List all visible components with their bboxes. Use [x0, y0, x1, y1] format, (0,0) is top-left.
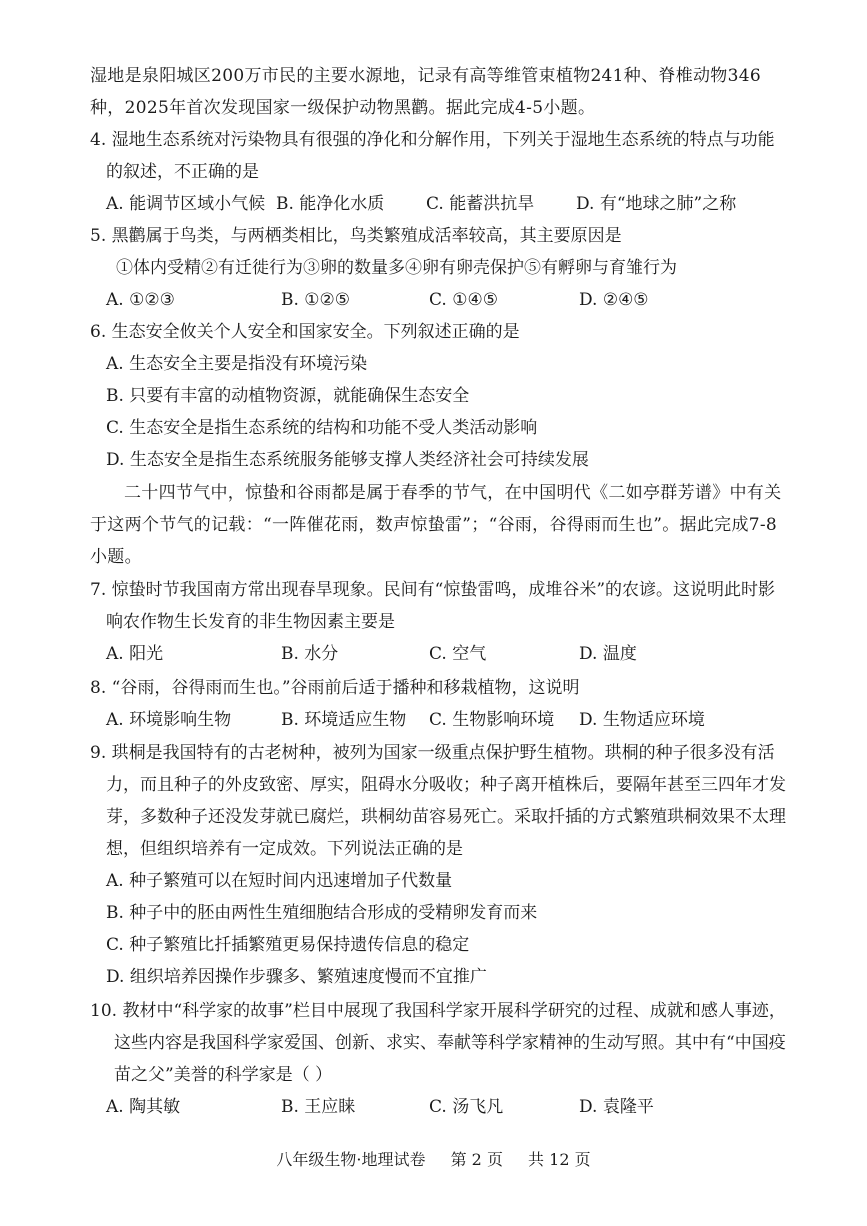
option-a: A. 环境影响生物 [106, 710, 232, 730]
question-5-stem: 5. 黑鹳属于鸟类，与两栖类相比，鸟类繁殖成活率较高，其主要原因是 [90, 226, 622, 246]
footer-page-number: 第 2 页 [450, 1150, 503, 1169]
question-9-stem: 9. 珙桐是我国特有的古老树种，被列为国家一级重点保护野生植物。珙桐的种子很多没有活力，而且种子的外皮致密、厚实，阻碍水分吸收；种子离开植株后，要隔年甚至三四年才发芽，多数种子还没发芽就已腐烂，珙桐幼苗容易死亡。采取扦插的方式繁殖珙桐效果不太理想，但组织培养有一定成效。下列说法正确的是 [90, 743, 786, 859]
question-4 [90, 124, 790, 220]
question-4-options [90, 188, 790, 220]
question-5-statements: ①体内受精②有迁徙行为③卵的数量多④卵有卵壳保护⑤有孵卵与育雏行为 [116, 258, 677, 278]
question-6-option-c: C. 生态安全是指生态系统的结构和功能不受人类活动影响 [106, 418, 538, 438]
option-d: D. 温度 [579, 644, 637, 664]
option-b: B. 环境适应生物 [281, 710, 407, 730]
option-b: B. 能净化水质 [276, 194, 385, 214]
question-5-options [90, 284, 790, 316]
question-7 [90, 574, 790, 670]
question-6-stem: 6. 生态安全攸关个人安全和国家安全。下列叙述正确的是 [90, 322, 520, 342]
question-7-stem: 7. 惊蛰时节我国南方常出现春旱现象。民间有“惊蛰雷鸣，成堆谷米”的农谚。这说明此时影响农作物生长发育的非生物因素主要是 [90, 580, 776, 632]
option-d: D. 有“地球之肺”之称 [576, 194, 737, 214]
question-8-stem: 8. “谷雨，谷得雨而生也。”谷雨前后适于播种和移栽植物，这说明 [90, 678, 580, 698]
question-9-option-c: C. 种子繁殖比扦插繁殖更易保持遗传信息的稳定 [106, 935, 470, 955]
option-b: B. 水分 [281, 644, 339, 664]
option-c: C. 汤飞凡 [429, 1097, 504, 1117]
question-10-stem: 10. 教材中“科学家的故事”栏目中展现了我国科学家开展科学研究的过程、成就和感人事迹，这些内容是我国科学家爱国、创新、求实、奉献等科学家精神的生动写照。其中有“中国疫苗之父”美誉的科学家是（ ） [90, 1001, 786, 1085]
footer-exam-title: 八年级生物·地理试卷 [276, 1150, 426, 1169]
option-c: C. 能蓄洪抗旱 [426, 194, 535, 214]
footer-page-total: 共 12 页 [528, 1150, 591, 1169]
passage-wetland: 湿地是泉阳城区200万市民的主要水源地，记录有高等维管束植物241种、脊椎动物346种，2025年首次发现国家一级保护动物黑鹳。据此完成4-5小题。 [90, 66, 761, 118]
question-5 [90, 220, 790, 316]
question-9-option-b: B. 种子中的胚由两性生殖细胞结合形成的受精卵发育而来 [106, 903, 538, 923]
option-a: A. ①②③ [106, 290, 175, 310]
option-d: D. 生物适应环境 [579, 710, 705, 730]
option-d: D. 袁隆平 [579, 1097, 654, 1117]
question-9-option-a: A. 种子繁殖可以在短时间内迅速增加子代数量 [106, 871, 453, 891]
option-a: A. 能调节区域小气候 [106, 194, 266, 214]
option-a: A. 阳光 [106, 644, 164, 664]
question-6-option-d: D. 生态安全是指生态系统服务能够支撑人类经济社会可持续发展 [106, 450, 589, 470]
question-7-options [90, 638, 790, 670]
option-c: C. ①④⑤ [429, 290, 498, 310]
passage-solar-terms: 二十四节气中，惊蛰和谷雨都是属于春季的节气，在中国明代《二如亭群芳谱》中有关于这两个节气的记载：“一阵催花雨，数声惊蛰雷”；“谷雨，谷得雨而生也”。据此完成7-8小题。 [90, 483, 782, 567]
question-6-option-a: A. 生态安全主要是指没有环境污染 [106, 354, 368, 374]
question-6-option-b: B. 只要有丰富的动植物资源，就能确保生态安全 [106, 386, 470, 406]
option-a: A. 陶其敏 [106, 1097, 181, 1117]
question-10 [90, 995, 790, 1123]
question-10-options [90, 1091, 790, 1123]
option-c: C. 空气 [429, 644, 487, 664]
option-b: B. ①②⑤ [281, 290, 351, 310]
question-6 [90, 316, 790, 476]
page-footer [0, 1147, 867, 1170]
option-d: D. ②④⑤ [579, 290, 649, 310]
option-c: C. 生物影响环境 [429, 710, 555, 730]
question-8 [90, 672, 790, 736]
question-9 [90, 737, 790, 993]
question-8-options [90, 704, 790, 736]
option-b: B. 王应睐 [281, 1097, 356, 1117]
question-4-stem: 4. 湿地生态系统对污染物具有很强的净化和分解作用，下列关于湿地生态系统的特点与功能的叙述，不正确的是 [90, 130, 775, 182]
question-9-option-d: D. 组织培养因操作步骤多、繁殖速度慢而不宜推广 [106, 967, 487, 987]
